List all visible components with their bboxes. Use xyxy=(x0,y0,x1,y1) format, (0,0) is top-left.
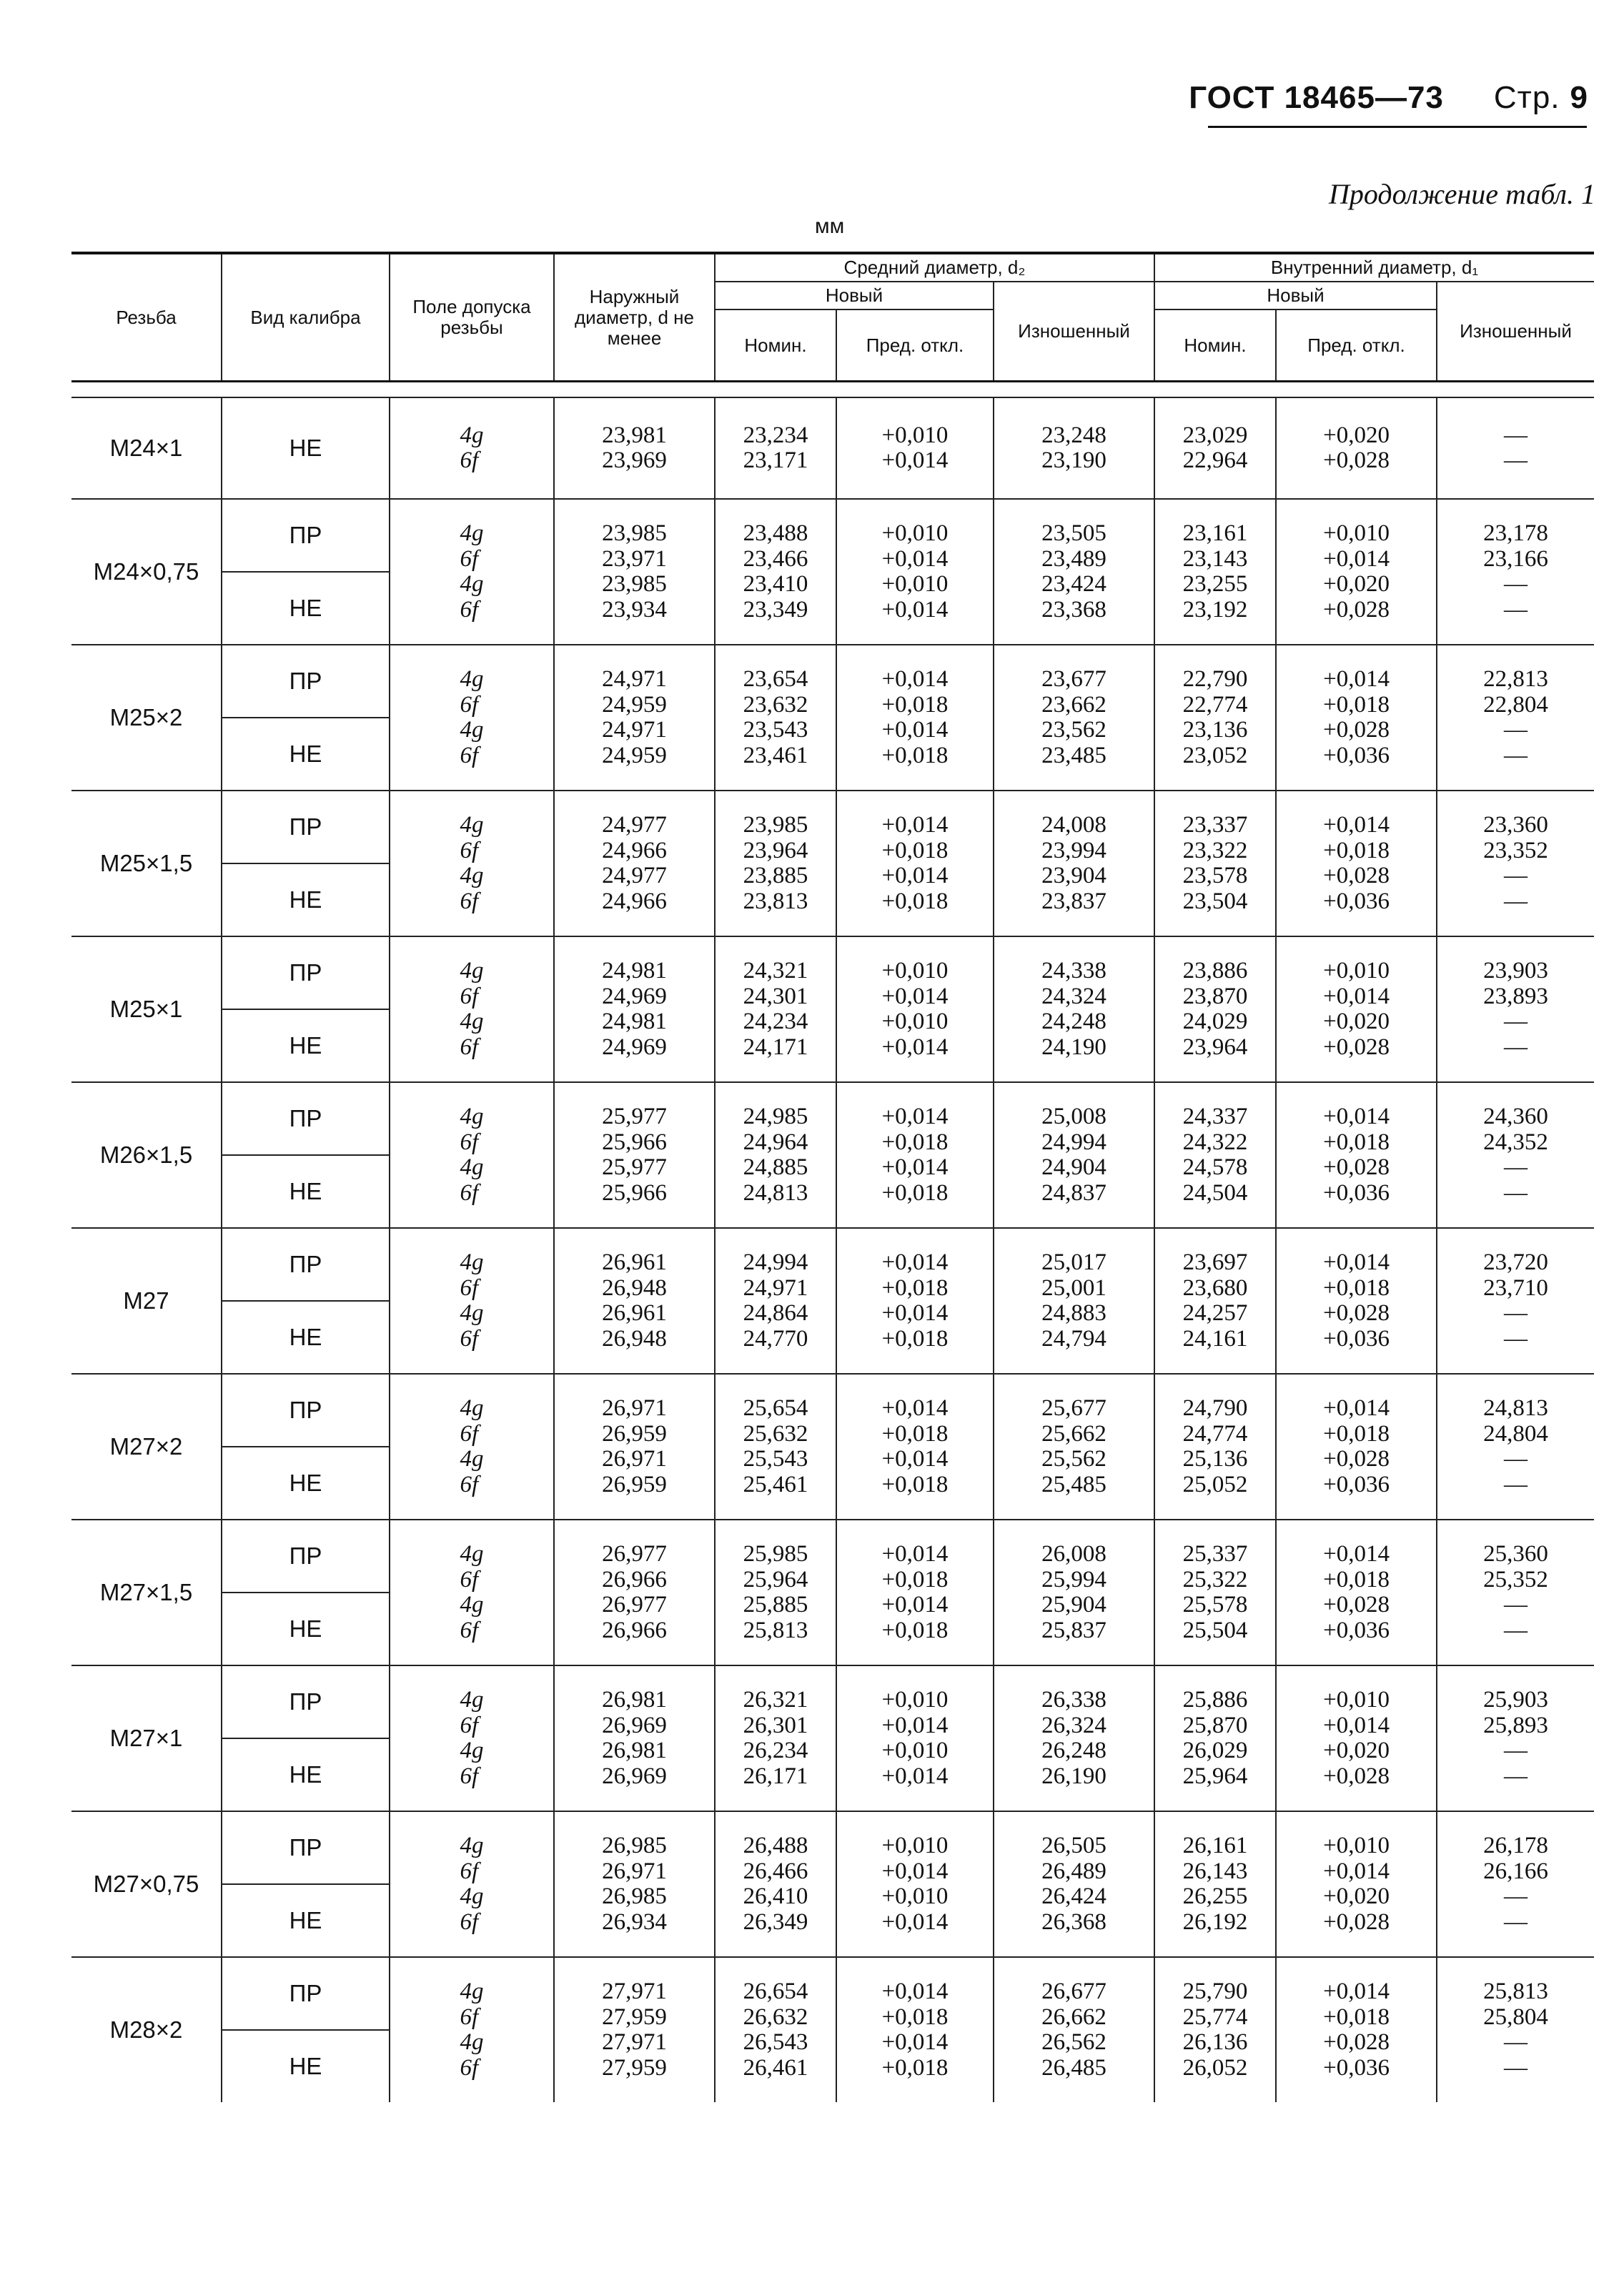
tolerance-cell: 4g 6f 4g 6f xyxy=(460,1249,484,1352)
table-row xyxy=(71,1374,1594,1520)
table-row xyxy=(71,1082,1594,1228)
inner-worn-value: — xyxy=(1504,1908,1528,1935)
inner-worn-value: — xyxy=(1504,863,1528,888)
inner-deviation-cell: +0,020 +0,028 xyxy=(1323,422,1390,473)
pitch-worn-cell: 23,505 23,489 23,424 23,368 xyxy=(1041,520,1106,623)
pitch-worn-cell: 23,248 23,190 xyxy=(1041,422,1106,473)
gauge-type-cell: ПР xyxy=(222,1665,390,1738)
pitch-nominal-cell: 24,321 24,301 24,234 24,171 xyxy=(743,958,808,1060)
pitch-deviation-cell: +0,010 +0,014 +0,010 +0,014 xyxy=(881,958,949,1060)
col-outer-diameter: Наружный диаметр, d не менее xyxy=(554,253,715,382)
col-pitch-worn: Изношенный xyxy=(994,282,1154,382)
pitch-nominal-cell: 23,488 23,466 23,410 23,349 xyxy=(743,520,808,623)
gauge-type-cell: НЕ xyxy=(289,2053,322,2080)
inner-worn-value: — xyxy=(1504,1179,1528,1206)
col-inner-new: Новый xyxy=(1154,282,1437,309)
thread-cell: M25×1,5 xyxy=(71,791,222,936)
inner-worn-value: 26,166 xyxy=(1483,1858,1548,1884)
page-label: Стр. xyxy=(1493,80,1560,115)
table-row xyxy=(71,397,1594,499)
gauge-type-cell: ПР xyxy=(222,936,390,1009)
inner-deviation-cell: +0,010 +0,014 +0,020 +0,028 xyxy=(1323,520,1390,623)
outer-diameter-cell: 26,971 26,959 26,971 26,959 xyxy=(602,1395,667,1497)
inner-worn-value: — xyxy=(1504,717,1528,743)
pitch-worn-cell: 26,338 26,324 26,248 26,190 xyxy=(1041,1687,1106,1789)
thread-cell: M26×1,5 xyxy=(71,1082,222,1228)
inner-nominal-cell: 25,886 25,870 26,029 25,964 xyxy=(1182,1687,1248,1789)
pitch-deviation-cell: +0,014 +0,018 +0,014 +0,018 xyxy=(881,1541,949,1643)
inner-nominal-cell: 26,161 26,143 26,255 26,192 xyxy=(1182,1833,1248,1935)
table-row xyxy=(71,936,1594,1082)
thread-cell: M27×1 xyxy=(71,1665,222,1811)
pitch-deviation-cell: +0,014 +0,018 +0,014 +0,018 xyxy=(881,1249,949,1352)
pitch-worn-cell: 23,677 23,662 23,562 23,485 xyxy=(1041,666,1106,768)
inner-deviation-cell: +0,010 +0,014 +0,020 +0,028 xyxy=(1323,1833,1390,1935)
gauge-type-cell: НЕ xyxy=(289,1178,322,1205)
tolerance-cell: 4g 6f 4g 6f xyxy=(460,1687,484,1789)
header-rule xyxy=(1208,126,1587,128)
outer-diameter-cell: 24,977 24,966 24,977 24,966 xyxy=(602,812,667,914)
pitch-nominal-cell: 23,985 23,964 23,885 23,813 xyxy=(743,812,808,914)
gauge-type-cell: НЕ xyxy=(289,1324,322,1351)
inner-worn-value: — xyxy=(1504,447,1528,473)
table-row xyxy=(71,1665,1594,1811)
inner-worn-value: — xyxy=(1504,2029,1528,2055)
pitch-deviation-cell: +0,010 +0,014 +0,010 +0,014 xyxy=(881,1687,949,1789)
outer-diameter-cell: 23,985 23,971 23,985 23,934 xyxy=(602,520,667,623)
inner-worn-value: 25,360 xyxy=(1483,1541,1548,1567)
tolerance-cell: 4g 6f 4g 6f xyxy=(460,1979,484,2081)
inner-nominal-cell: 23,337 23,322 23,578 23,504 xyxy=(1182,812,1248,914)
standard-number: ГОСТ 18465—73 xyxy=(1189,80,1444,115)
inner-worn-value: 24,813 xyxy=(1483,1395,1548,1421)
pitch-nominal-cell: 24,985 24,964 24,885 24,813 xyxy=(743,1104,808,1206)
inner-worn-value: — xyxy=(1504,1446,1528,1472)
inner-worn-value: 26,178 xyxy=(1483,1833,1548,1858)
inner-worn-value: 23,178 xyxy=(1483,520,1548,546)
inner-deviation-cell: +0,014 +0,018 +0,028 +0,036 xyxy=(1323,1104,1390,1206)
inner-worn-value: 25,804 xyxy=(1483,2004,1548,2030)
gauge-type-cell: ПР xyxy=(222,1082,390,1155)
pitch-deviation-cell: +0,014 +0,018 +0,014 +0,018 xyxy=(881,666,949,768)
outer-diameter-cell: 26,961 26,948 26,961 26,948 xyxy=(602,1249,667,1352)
thread-cell: M27×1,5 xyxy=(71,1520,222,1665)
inner-worn-value: — xyxy=(1504,1592,1528,1618)
inner-worn-value: 23,720 xyxy=(1483,1249,1548,1275)
inner-nominal-cell: 25,790 25,774 26,136 26,052 xyxy=(1182,1979,1248,2081)
gauge-type-cell: ПР xyxy=(222,1228,390,1301)
inner-nominal-cell: 23,697 23,680 24,257 24,161 xyxy=(1182,1249,1248,1352)
pitch-nominal-cell: 26,321 26,301 26,234 26,171 xyxy=(743,1687,808,1789)
inner-worn-value: — xyxy=(1504,422,1528,448)
pitch-deviation-cell: +0,014 +0,018 +0,014 +0,018 xyxy=(881,1979,949,2081)
gauge-dimensions-table xyxy=(71,252,1594,2102)
inner-worn-value: — xyxy=(1504,1883,1528,1909)
tolerance-cell: 4g 6f 4g 6f xyxy=(460,1833,484,1935)
inner-worn-value: 23,710 xyxy=(1483,1274,1548,1301)
pitch-worn-cell: 24,008 23,994 23,904 23,837 xyxy=(1041,812,1106,914)
table-row xyxy=(71,645,1594,791)
pitch-deviation-cell: +0,010 +0,014 xyxy=(881,422,949,473)
tolerance-cell: 4g 6f 4g 6f xyxy=(460,666,484,768)
pitch-nominal-cell: 26,654 26,632 26,543 26,461 xyxy=(743,1979,808,2081)
page-indicator xyxy=(1494,80,1588,116)
col-inner-diameter: Внутренний диаметр, d₁ xyxy=(1154,253,1594,282)
thread-cell: M28×2 xyxy=(71,1957,222,2102)
outer-diameter-cell: 24,981 24,969 24,981 24,969 xyxy=(602,958,667,1060)
tolerance-cell: 4g 6f 4g 6f xyxy=(460,520,484,623)
table-continuation-note: Продолжение табл. 1 xyxy=(1328,178,1595,210)
col-pitch-diameter: Средний диаметр, d₂ xyxy=(715,253,1154,282)
inner-worn-value: — xyxy=(1504,1738,1528,1763)
pitch-worn-cell: 26,008 25,994 25,904 25,837 xyxy=(1041,1541,1106,1643)
pitch-worn-cell: 26,505 26,489 26,424 26,368 xyxy=(1041,1833,1106,1935)
thread-cell: M27 xyxy=(71,1228,222,1374)
pitch-worn-cell: 24,338 24,324 24,248 24,190 xyxy=(1041,958,1106,1060)
inner-nominal-cell: 23,029 22,964 xyxy=(1182,422,1248,473)
pitch-nominal-cell: 23,234 23,171 xyxy=(743,422,808,473)
gauge-type-cell: НЕ xyxy=(289,741,322,768)
pitch-deviation-cell: +0,014 +0,018 +0,014 +0,018 xyxy=(881,1104,949,1206)
col-pitch-nominal: Номин. xyxy=(715,309,836,382)
gauge-type-cell: ПР xyxy=(222,499,390,572)
table-row xyxy=(71,499,1594,645)
col-inner-deviation: Пред. откл. xyxy=(1276,309,1437,382)
thread-cell: M24×1 xyxy=(71,397,222,499)
inner-worn-value: — xyxy=(1504,1009,1528,1034)
inner-worn-value: 25,903 xyxy=(1483,1687,1548,1713)
pitch-nominal-cell: 26,488 26,466 26,410 26,349 xyxy=(743,1833,808,1935)
tolerance-cell: 4g 6f 4g 6f xyxy=(460,812,484,914)
inner-deviation-cell: +0,014 +0,018 +0,028 +0,036 xyxy=(1323,1979,1390,2081)
thread-cell: M25×2 xyxy=(71,645,222,791)
gauge-type-cell: НЕ xyxy=(289,1470,322,1497)
inner-deviation-cell: +0,014 +0,018 +0,028 +0,036 xyxy=(1323,666,1390,768)
inner-worn-value: — xyxy=(1504,596,1528,623)
inner-worn-value: — xyxy=(1504,571,1528,597)
gauge-type-cell: ПР xyxy=(222,1811,390,1884)
inner-deviation-cell: +0,014 +0,018 +0,028 +0,036 xyxy=(1323,1395,1390,1497)
gauge-type-cell: НЕ xyxy=(289,886,322,913)
inner-worn-value: — xyxy=(1504,888,1528,914)
tolerance-cell: 4g 6f 4g 6f xyxy=(460,958,484,1060)
inner-worn-value: 25,813 xyxy=(1483,1979,1548,2004)
gauge-type-cell: ПР xyxy=(222,1520,390,1593)
inner-nominal-cell: 22,790 22,774 23,136 23,052 xyxy=(1182,666,1248,768)
inner-worn-value: — xyxy=(1504,1617,1528,1643)
inner-worn-value: — xyxy=(1504,1034,1528,1060)
table-row xyxy=(71,382,1594,398)
inner-worn-value: 24,360 xyxy=(1483,1104,1548,1129)
col-inner-nominal: Номин. xyxy=(1154,309,1276,382)
outer-diameter-cell: 24,971 24,959 24,971 24,959 xyxy=(602,666,667,768)
inner-worn-value: 24,804 xyxy=(1483,1420,1548,1447)
inner-worn-value: — xyxy=(1504,2054,1528,2081)
outer-diameter-cell: 27,971 27,959 27,971 27,959 xyxy=(602,1979,667,2081)
inner-worn-value: 23,903 xyxy=(1483,958,1548,984)
inner-worn-value: — xyxy=(1504,1471,1528,1497)
pitch-deviation-cell: +0,014 +0,018 +0,014 +0,018 xyxy=(881,1395,949,1497)
inner-worn-value: — xyxy=(1504,1300,1528,1326)
gauge-type-cell: ПР xyxy=(222,791,390,863)
pitch-nominal-cell: 25,654 25,632 25,543 25,461 xyxy=(743,1395,808,1497)
inner-nominal-cell: 24,790 24,774 25,136 25,052 xyxy=(1182,1395,1248,1497)
outer-diameter-cell: 23,981 23,969 xyxy=(602,422,667,473)
col-pitch-deviation: Пред. откл. xyxy=(836,309,994,382)
inner-deviation-cell: +0,014 +0,018 +0,028 +0,036 xyxy=(1323,1249,1390,1352)
inner-worn-value: — xyxy=(1504,1154,1528,1180)
tolerance-cell: 4g 6f 4g 6f xyxy=(460,1395,484,1497)
col-tolerance-field: Поле допуска резьбы xyxy=(390,253,554,382)
unit-label: мм xyxy=(815,214,845,238)
thread-cell: M27×2 xyxy=(71,1374,222,1520)
inner-worn-value: 22,813 xyxy=(1483,666,1548,692)
inner-worn-value: 23,352 xyxy=(1483,837,1548,863)
inner-worn-value: 23,166 xyxy=(1483,545,1548,572)
inner-worn-value: 23,360 xyxy=(1483,812,1548,838)
col-thread: Резьба xyxy=(71,253,222,382)
pitch-deviation-cell: +0,010 +0,014 +0,010 +0,014 xyxy=(881,520,949,623)
page-header xyxy=(1189,80,1588,116)
thread-cell: M24×0,75 xyxy=(71,499,222,645)
inner-worn-value: 24,352 xyxy=(1483,1129,1548,1155)
tolerance-cell: 4g 6f xyxy=(460,422,484,473)
pitch-nominal-cell: 23,654 23,632 23,543 23,461 xyxy=(743,666,808,768)
table-row xyxy=(71,1957,1594,2102)
inner-deviation-cell: +0,010 +0,014 +0,020 +0,028 xyxy=(1323,1687,1390,1789)
table-header xyxy=(71,253,1594,382)
pitch-deviation-cell: +0,014 +0,018 +0,014 +0,018 xyxy=(881,812,949,914)
outer-diameter-cell: 26,977 26,966 26,977 26,966 xyxy=(602,1541,667,1643)
pitch-worn-cell: 25,677 25,662 25,562 25,485 xyxy=(1041,1395,1106,1497)
table-row xyxy=(71,1228,1594,1374)
inner-worn-value: 23,893 xyxy=(1483,983,1548,1009)
inner-deviation-cell: +0,010 +0,014 +0,020 +0,028 xyxy=(1323,958,1390,1060)
inner-worn-value: 25,352 xyxy=(1483,1566,1548,1593)
inner-deviation-cell: +0,014 +0,018 +0,028 +0,036 xyxy=(1323,812,1390,914)
col-gauge-type: Вид калибра xyxy=(222,253,390,382)
thread-cell: M27×0,75 xyxy=(71,1811,222,1957)
inner-worn-value: — xyxy=(1504,1325,1528,1352)
pitch-nominal-cell: 25,985 25,964 25,885 25,813 xyxy=(743,1541,808,1643)
inner-nominal-cell: 25,337 25,322 25,578 25,504 xyxy=(1182,1541,1248,1643)
pitch-worn-cell: 25,008 24,994 24,904 24,837 xyxy=(1041,1104,1106,1206)
outer-diameter-cell: 26,985 26,971 26,985 26,934 xyxy=(602,1833,667,1935)
pitch-worn-cell: 25,017 25,001 24,883 24,794 xyxy=(1041,1249,1106,1352)
tolerance-cell: 4g 6f 4g 6f xyxy=(460,1104,484,1206)
inner-nominal-cell: 23,886 23,870 24,029 23,964 xyxy=(1182,958,1248,1060)
outer-diameter-cell: 26,981 26,969 26,981 26,969 xyxy=(602,1687,667,1789)
pitch-nominal-cell: 24,994 24,971 24,864 24,770 xyxy=(743,1249,808,1352)
table-row xyxy=(71,1811,1594,1957)
gauge-type-cell: ПР xyxy=(222,1374,390,1447)
inner-worn-value: — xyxy=(1504,742,1528,768)
tolerance-cell: 4g 6f 4g 6f xyxy=(460,1541,484,1643)
inner-deviation-cell: +0,014 +0,018 +0,028 +0,036 xyxy=(1323,1541,1390,1643)
table-row xyxy=(71,1520,1594,1665)
gauge-type-cell: ПР xyxy=(222,645,390,718)
inner-worn-value: 25,893 xyxy=(1483,1712,1548,1738)
col-pitch-new: Новый xyxy=(715,282,994,309)
pitch-worn-cell: 26,677 26,662 26,562 26,485 xyxy=(1041,1979,1106,2081)
gauge-type-cell: НЕ xyxy=(289,1907,322,1934)
gauge-type-cell: ПР xyxy=(222,1957,390,2030)
inner-nominal-cell: 23,161 23,143 23,255 23,192 xyxy=(1182,520,1248,623)
outer-diameter-cell: 25,977 25,966 25,977 25,966 xyxy=(602,1104,667,1206)
gauge-type-cell: НЕ xyxy=(289,595,322,622)
gauge-type-cell: НЕ xyxy=(222,397,390,499)
col-inner-worn: Изношенный xyxy=(1437,282,1594,382)
gauge-type-cell: НЕ xyxy=(289,1032,322,1059)
gauge-type-cell: НЕ xyxy=(289,1761,322,1788)
inner-worn-value: — xyxy=(1504,1763,1528,1789)
gauge-type-cell: НЕ xyxy=(289,1615,322,1643)
thread-cell: M25×1 xyxy=(71,936,222,1082)
inner-worn-value: 22,804 xyxy=(1483,691,1548,718)
page-number: 9 xyxy=(1570,80,1588,115)
pitch-deviation-cell: +0,010 +0,014 +0,010 +0,014 xyxy=(881,1833,949,1935)
inner-nominal-cell: 24,337 24,322 24,578 24,504 xyxy=(1182,1104,1248,1206)
table-row xyxy=(71,791,1594,936)
